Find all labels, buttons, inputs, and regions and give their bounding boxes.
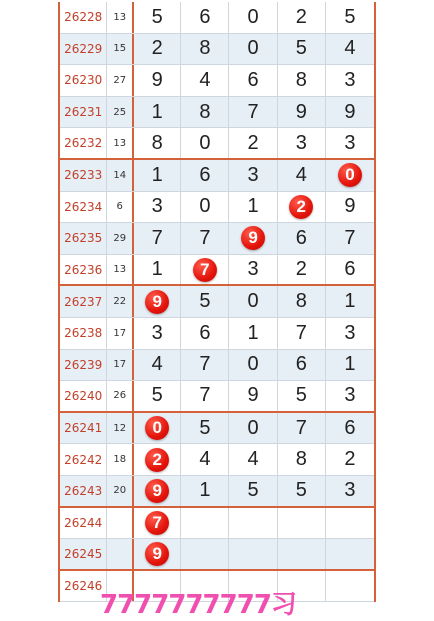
hit-ball: 0 [145,416,169,440]
digit-sum: 12 [107,413,133,444]
table-row [60,2,374,34]
digit-cell-2: 6 [181,318,229,349]
digit-cell-2: 4 [181,65,229,96]
digit-cell-1 [133,444,181,475]
issue-number: 26240 [60,381,107,411]
digit-cell-2: 7 [181,223,229,254]
table-row [60,350,374,382]
digit-cell-3: 5 [229,476,277,506]
digit-cell-1: 7 [133,223,181,254]
digit-cell-5: 9 [344,100,356,123]
digit-cell-4: 7 [278,413,326,444]
digit-cell-4: 5 [278,381,326,411]
digit-cell-5: 5 [344,5,356,28]
digit-cell-5: 1 [344,353,356,376]
digit-cell-2: 1 [181,476,229,506]
digit-cell-1: 1 [133,160,181,191]
digit-cell-2: 5 [181,286,229,317]
digit-cell-4: 8 [278,65,326,96]
table-row [60,539,374,571]
issue-number: 26237 [60,286,107,317]
digit-cell-4: 4 [278,160,326,191]
digit-cell-3: 0 [229,34,277,65]
digit-sum: 13 [107,128,133,158]
issue-number: 26239 [60,350,107,381]
table-row [60,444,374,476]
digit-sum: 26 [107,381,133,411]
digit-cell-5: 3 [344,131,356,154]
issue-number: 26231 [60,97,107,128]
digit-cell-4: 8 [278,444,326,475]
hit-ball: 0 [338,163,362,187]
digit-cell-4: 3 [278,128,326,158]
digit-cell-1: 5 [133,381,181,411]
digit-cell-2: 8 [181,97,229,128]
digit-cell-5: 2 [344,448,356,471]
table-row [60,97,374,129]
issue-number: 26238 [60,318,107,349]
digit-cell-4: 2 [278,255,326,285]
issue-number: 26232 [60,128,107,158]
hit-ball: 9 [145,290,169,314]
digit-cell-3 [229,223,277,254]
table-row [60,381,374,413]
digit-cell-1: 3 [133,318,181,349]
digit-cell-2: 5 [181,413,229,444]
digit-cell-1: 9 [133,65,181,96]
hit-ball: 7 [193,258,217,282]
digit-sum: 17 [107,350,133,381]
digit-cell-4 [278,192,326,223]
digit-cell-2: 6 [181,2,229,33]
digit-cell-3: 1 [229,192,277,223]
digit-cell-5: 3 [344,68,356,91]
digit-cell-4: 6 [278,350,326,381]
digit-sum: 29 [107,223,133,254]
table-row [60,476,374,508]
digit-cell-5 [326,160,374,191]
digit-cell-5: 3 [344,321,356,344]
hit-ball: 7 [145,511,169,535]
digit-cell-3 [229,508,277,539]
table-row [60,65,374,97]
digit-cell-3: 6 [229,65,277,96]
issue-number: 26243 [60,476,107,506]
digit-cell-2: 0 [181,192,229,223]
table-row [60,160,374,192]
digit-cell-3 [229,539,277,569]
digit-cell-4 [278,539,326,569]
digit-cell-4 [278,508,326,539]
digit-sum: 27 [107,65,133,96]
digit-cell-3: 0 [229,350,277,381]
hit-ball: 9 [145,542,169,566]
issue-number: 26242 [60,444,107,475]
digit-cell-5: 9 [344,195,356,218]
table-row [60,34,374,66]
footer-overlay-text: 7777777777习 [100,590,296,620]
digit-cell-1 [133,413,181,444]
issue-number: 26233 [60,160,107,191]
digit-cell-2: 4 [181,444,229,475]
digit-cell-3: 2 [229,128,277,158]
digit-cell-1: 8 [133,128,181,158]
digit-sum: 18 [107,444,133,475]
digit-cell-4: 9 [278,97,326,128]
digit-cell-1: 5 [133,2,181,33]
table-row [60,192,374,224]
digit-cell-1: 2 [133,34,181,65]
digit-cell-1 [133,286,181,317]
digit-cell-4: 7 [278,318,326,349]
digit-cell-1 [133,508,181,539]
table-row [60,508,374,540]
digit-cell-5: 6 [344,416,356,439]
table-row [60,223,374,255]
lottery-trend-table [58,2,376,602]
table-row [60,286,374,318]
issue-number: 26234 [60,192,107,223]
digit-cell-1: 1 [133,97,181,128]
digit-cell-2: 7 [181,381,229,411]
digit-cell-3: 3 [229,255,277,285]
digit-cell-1 [133,539,181,569]
digit-sum: 25 [107,97,133,128]
digit-cell-1: 4 [133,350,181,381]
digit-sum: 22 [107,286,133,317]
digit-cell-3: 4 [229,444,277,475]
issue-number: 26235 [60,223,107,254]
digit-cell-4: 2 [278,2,326,33]
digit-cell-5: 4 [344,37,356,60]
digit-cell-5: 3 [344,479,356,502]
digit-cell-3: 3 [229,160,277,191]
hit-ball: 2 [289,195,313,219]
issue-number: 26241 [60,413,107,444]
digit-cell-2 [181,539,229,569]
issue-number: 26246 [60,571,107,602]
digit-cell-2: 6 [181,160,229,191]
digit-sum: 15 [107,34,133,65]
digit-cell-4: 6 [278,223,326,254]
issue-number: 26230 [60,65,107,96]
digit-cell-5 [326,539,374,569]
digit-cell-3: 0 [229,286,277,317]
digit-cell-3: 0 [229,2,277,33]
digit-cell-2 [181,508,229,539]
digit-cell-3: 9 [229,381,277,411]
digit-sum: 13 [107,2,133,33]
hit-ball: 2 [145,448,169,472]
digit-cell-1: 1 [133,255,181,285]
issue-number: 26236 [60,255,107,285]
digit-sum: 14 [107,160,133,191]
digit-cell-5 [326,571,374,602]
digit-cell-5 [326,508,374,539]
digit-sum: 6 [107,192,133,223]
digit-cell-2: 7 [181,350,229,381]
table-row [60,128,374,160]
digit-cell-1 [133,476,181,506]
digit-cell-5: 7 [344,226,356,249]
issue-number: 26244 [60,508,107,539]
digit-cell-3: 7 [229,97,277,128]
issue-number: 26228 [60,2,107,33]
digit-cell-5: 6 [344,258,356,281]
table-row [60,318,374,350]
digit-cell-3: 0 [229,413,277,444]
table-row [60,255,374,287]
digit-cell-4: 5 [278,476,326,506]
digit-cell-3: 1 [229,318,277,349]
digit-cell-4: 8 [278,286,326,317]
digit-cell-1: 3 [133,192,181,223]
digit-cell-5: 3 [344,384,356,407]
digit-sum [107,539,133,569]
digit-cell-4: 5 [278,34,326,65]
hit-ball: 9 [145,479,169,503]
digit-sum [107,508,133,539]
digit-cell-5: 1 [344,290,356,313]
digit-sum: 13 [107,255,133,285]
table-row [60,413,374,445]
digit-cell-2: 8 [181,34,229,65]
digit-cell-2 [181,255,229,285]
digit-cell-2: 0 [181,128,229,158]
digit-sum: 17 [107,318,133,349]
issue-number: 26229 [60,34,107,65]
issue-number: 26245 [60,539,107,569]
hit-ball: 9 [241,226,265,250]
digit-sum: 20 [107,476,133,506]
